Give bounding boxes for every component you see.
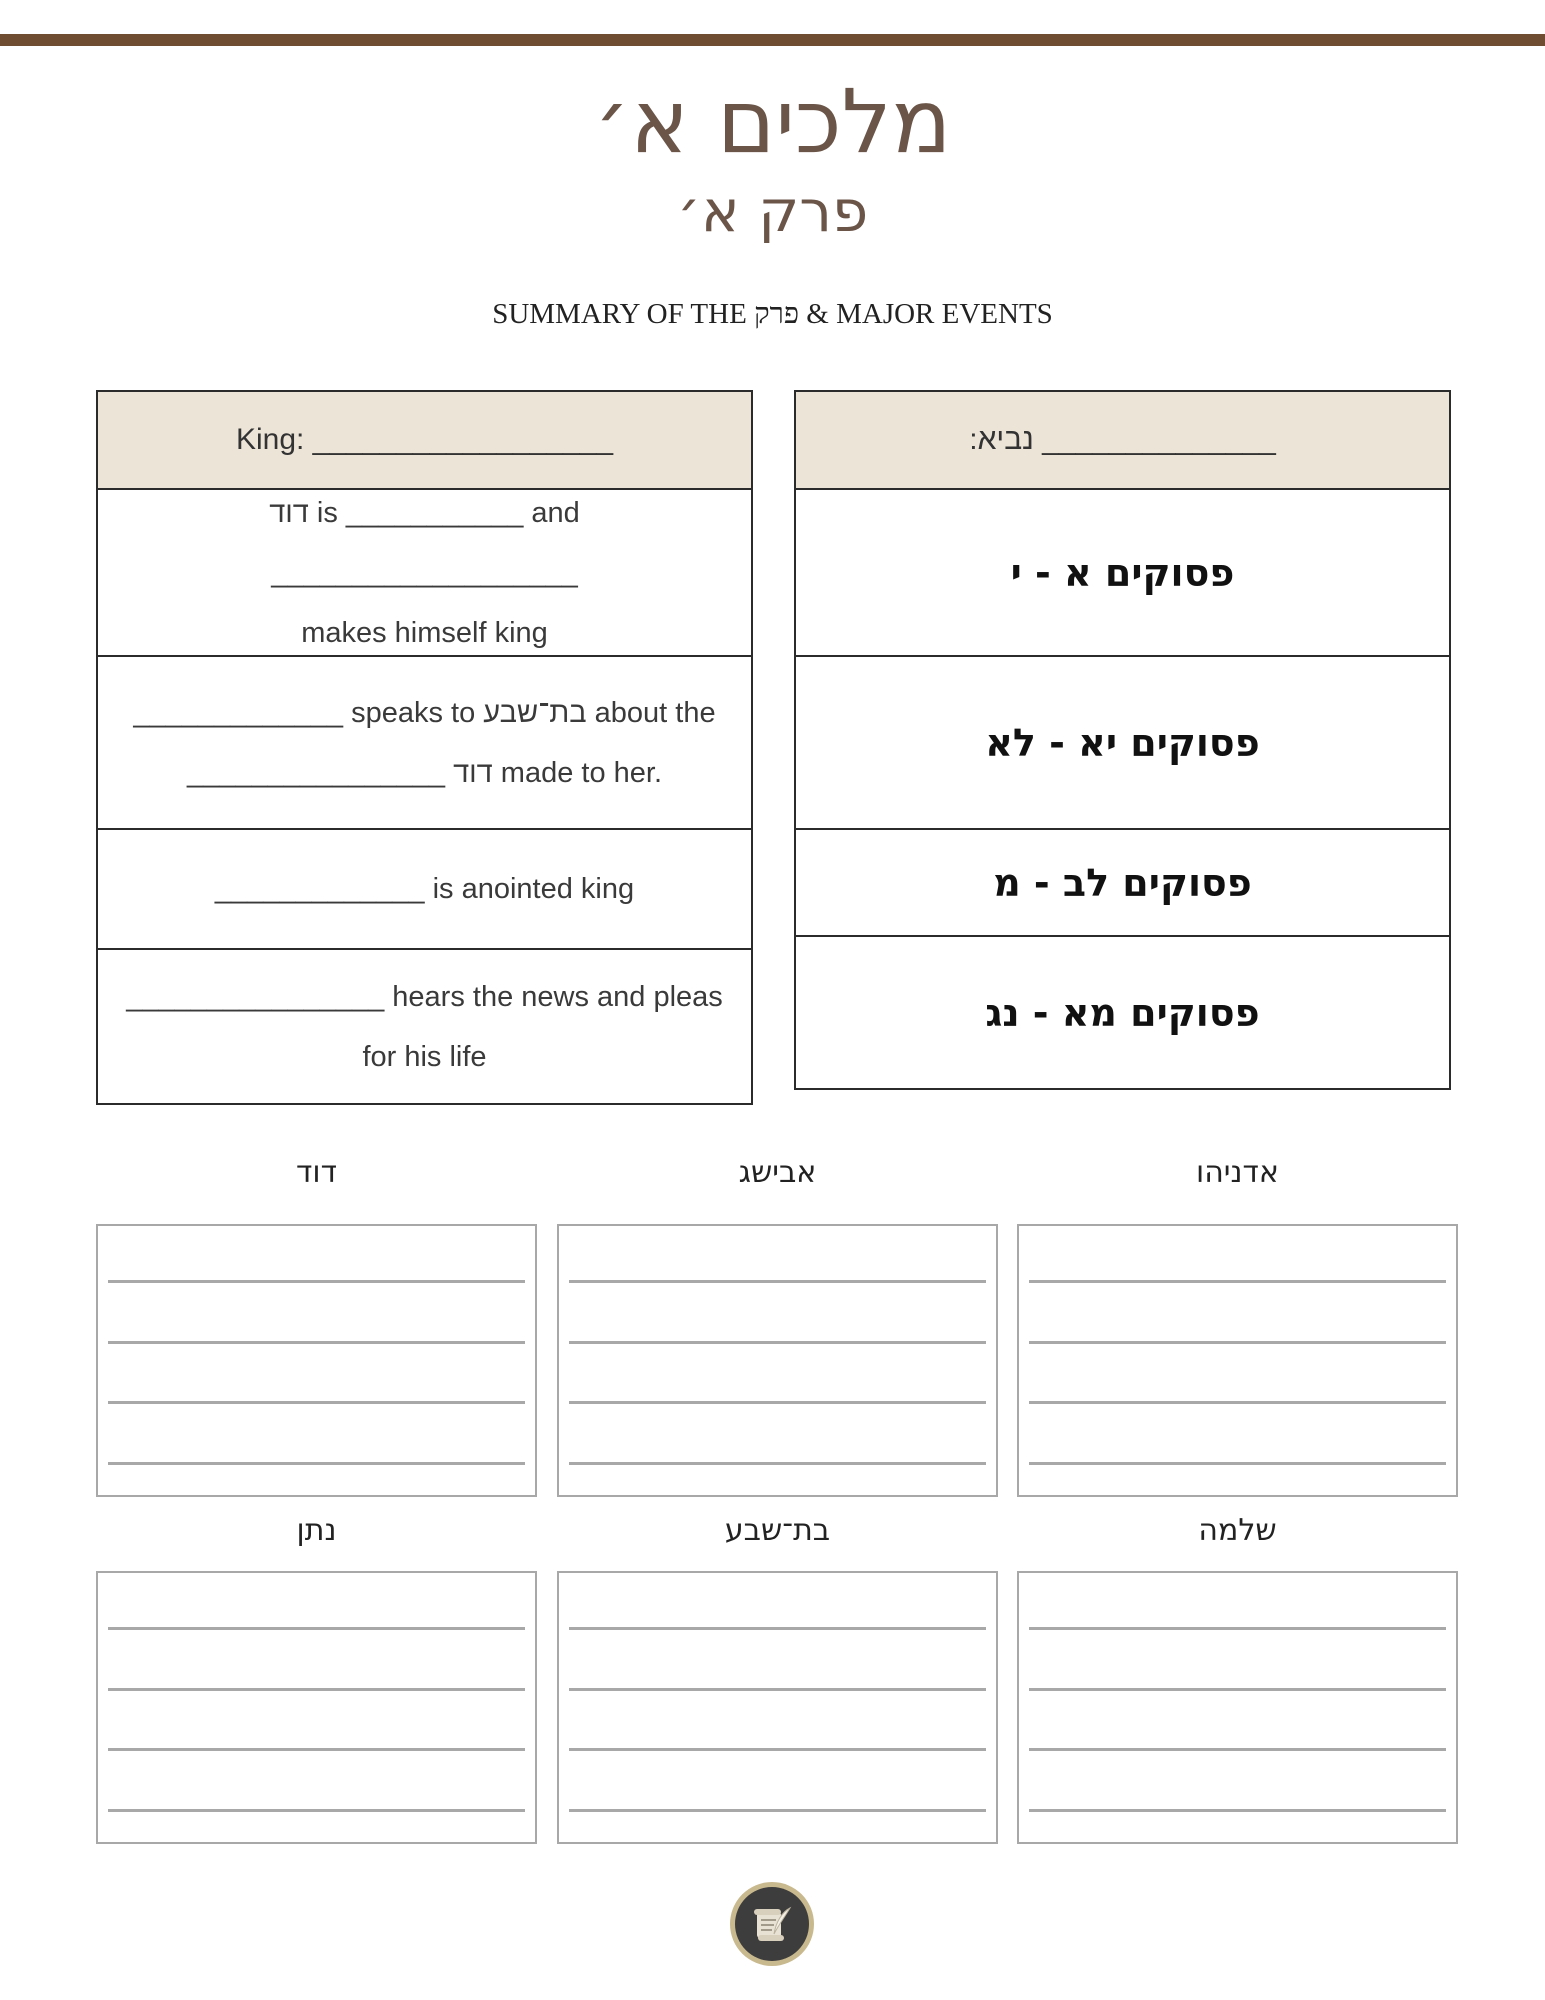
top-accent-bar — [0, 34, 1545, 46]
summary-row — [98, 488, 751, 655]
pesukim-row — [796, 935, 1449, 1088]
summary-row-line: for his life — [362, 1040, 487, 1073]
summary-table — [96, 390, 753, 1105]
summary-row-line[interactable]: _____________ speaks to בת־שבע about the — [133, 696, 716, 729]
writing-line — [108, 1748, 525, 1751]
writing-line — [108, 1462, 525, 1465]
writing-line — [569, 1627, 986, 1630]
writing-line — [1029, 1809, 1446, 1812]
character-notes-box[interactable] — [96, 1571, 537, 1844]
summary-row — [98, 828, 751, 948]
summary-row-line[interactable]: דוד is ___________ and ___________________ — [269, 496, 580, 589]
writing-line — [569, 1341, 986, 1344]
writing-line — [108, 1627, 525, 1630]
writing-line — [1029, 1280, 1446, 1283]
writing-line — [569, 1462, 986, 1465]
summary-row — [98, 948, 751, 1103]
writing-line — [1029, 1341, 1446, 1344]
character-notes-box[interactable] — [557, 1571, 998, 1844]
pesukim-row — [796, 655, 1449, 828]
writing-line — [569, 1748, 986, 1751]
navi-header-cell — [796, 392, 1449, 488]
summary-row — [98, 655, 751, 828]
character-label: בת־שבע — [724, 1513, 831, 1548]
writing-line — [569, 1809, 986, 1812]
character-notes-box[interactable] — [557, 1224, 998, 1497]
writing-line — [569, 1280, 986, 1283]
writing-line — [569, 1688, 986, 1691]
character-label: נתן — [296, 1513, 337, 1548]
writing-line — [1029, 1627, 1446, 1630]
writing-line — [108, 1688, 525, 1691]
writing-line — [569, 1401, 986, 1404]
writing-line — [108, 1341, 525, 1344]
character-label: אבישג — [738, 1155, 817, 1190]
character-notes-box[interactable] — [1017, 1224, 1458, 1497]
character-label: שלמה — [1198, 1513, 1277, 1548]
character-label: אדניהו — [1196, 1155, 1279, 1190]
writing-line — [108, 1401, 525, 1404]
chapter-title: פרק א׳ — [676, 177, 869, 245]
writing-line — [108, 1280, 525, 1283]
character-notes-box[interactable] — [1017, 1571, 1458, 1844]
character-notes-box[interactable] — [96, 1224, 537, 1497]
writing-line — [1029, 1748, 1446, 1751]
writing-line — [108, 1809, 525, 1812]
summary-row-line[interactable]: _____________ is anointed king — [214, 873, 635, 905]
pesukim-table — [794, 390, 1451, 1090]
pesukim-row — [796, 488, 1449, 655]
king-label[interactable]: King: __________________ — [235, 423, 614, 456]
summary-row-line[interactable]: ________________ hears the news and pleas — [126, 980, 723, 1013]
scroll-quill-icon — [730, 1882, 814, 1966]
pesukim-label: פסוקים מא - נג — [985, 990, 1260, 1035]
navi-label[interactable]: :נביא ______________ — [969, 423, 1276, 456]
pesukim-label: פסוקים לב - מ — [993, 860, 1252, 905]
book-title: מלכים א׳ — [593, 70, 952, 173]
writing-line — [1029, 1401, 1446, 1404]
summary-row-line[interactable]: ________________ דוד made to her. — [186, 756, 663, 789]
summary-heading: SUMMARY OF THE פרק & MAJOR EVENTS — [492, 298, 1053, 330]
pesukim-label: פסוקים א - י — [1010, 550, 1235, 595]
writing-line — [1029, 1688, 1446, 1691]
pesukim-label: פסוקים יא - לא — [985, 720, 1260, 765]
summary-row-line: makes himself king — [301, 616, 548, 649]
writing-line — [1029, 1462, 1446, 1465]
king-header-cell — [98, 392, 751, 488]
character-label: דוד — [296, 1155, 337, 1190]
pesukim-row — [796, 828, 1449, 935]
